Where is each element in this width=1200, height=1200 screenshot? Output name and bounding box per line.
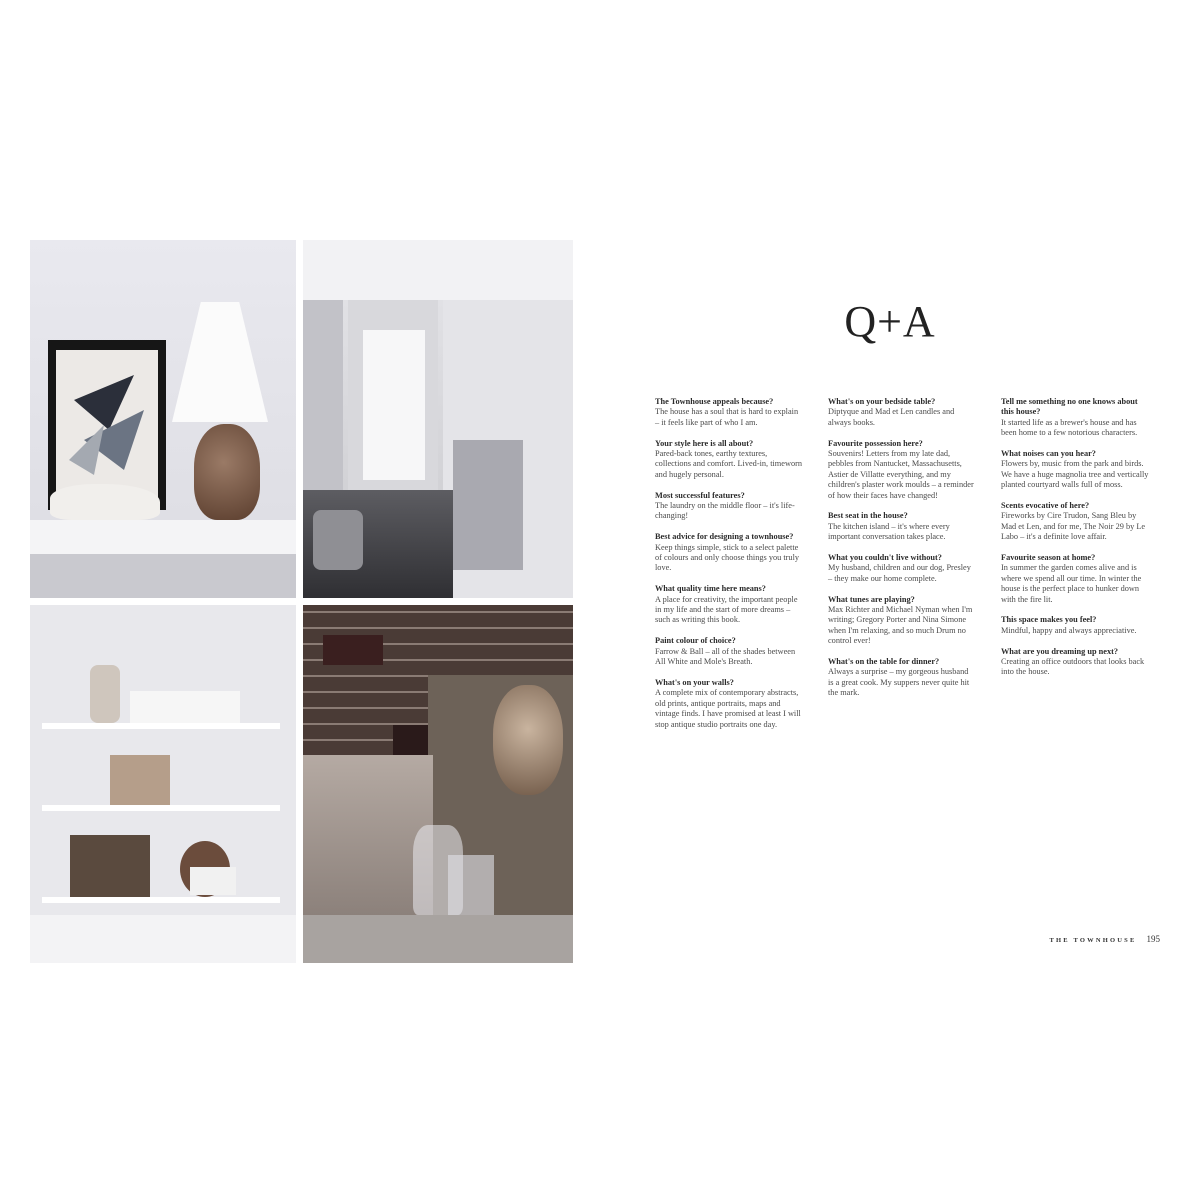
qa-question: Most successful features? xyxy=(655,490,745,500)
qa-question: Paint colour of choice? xyxy=(655,636,736,646)
qa-item xyxy=(828,439,976,501)
qa-answer: Max Richter and Michael Nyman when I'm writing; Gregory Porter and Nina Simone when I'm relaxing, and so much Drum no control ever! xyxy=(828,605,973,646)
qa-item xyxy=(1001,553,1149,605)
photo-kitchen xyxy=(303,240,573,598)
photo-shelving xyxy=(30,605,296,963)
qa-question: Scents evocative of here? xyxy=(1001,501,1090,511)
page-footer xyxy=(1000,934,1160,944)
qa-question: Tell me something no one knows about this house? xyxy=(1001,397,1138,417)
qa-question: Your style here is all about? xyxy=(655,438,754,448)
qa-item xyxy=(1001,647,1149,678)
qa-column-2 xyxy=(828,397,976,709)
qa-answer: My husband, children and our dog, Presley – they make our home complete. xyxy=(828,563,971,583)
qa-item xyxy=(655,491,803,522)
qa-item xyxy=(1001,615,1149,636)
qa-item xyxy=(1001,449,1149,491)
qa-question: What noises can you hear? xyxy=(1001,449,1096,459)
qa-item xyxy=(655,397,803,428)
qa-question: The Townhouse appeals because? xyxy=(655,397,774,406)
qa-item xyxy=(655,439,803,481)
qa-answer: Always a surprise – my gorgeous husband is a great cook. My suppers never quite hit the mark. xyxy=(828,667,970,698)
qa-column-1 xyxy=(655,397,803,740)
page-title: Q+A xyxy=(844,297,936,346)
qa-answer: Pared-back tones, earthy textures, collections and comfort. Lived-in, timeworn and hugely personal. xyxy=(655,449,802,479)
qa-item xyxy=(655,636,803,667)
qa-item xyxy=(1001,501,1149,543)
qa-column-3 xyxy=(1001,397,1149,688)
qa-question: What's on the table for dinner? xyxy=(828,657,940,667)
qa-item xyxy=(828,511,976,542)
qa-answer: The laundry on the middle floor – it's life-changing! xyxy=(655,501,795,521)
running-head: THE TOWNHOUSE xyxy=(1049,937,1137,944)
qa-answer: Souvenirs! Letters from my late dad, pebbles from Nantucket, Massachusetts, Astier de Villatte everything, and my children's plaster work moulds – a reminder of how their faces have changed! xyxy=(828,449,974,500)
qa-answer: Diptyque and Mad et Len candles and always books. xyxy=(828,407,955,427)
qa-question: What's on your walls? xyxy=(655,677,734,687)
qa-answer: Fireworks by Cire Trudon, Sang Bleu by Mad et Len, and for me, The Noir 29 by Le Labo – it's a definite love affair. xyxy=(1001,511,1146,542)
qa-question: This space makes you feel? xyxy=(1001,615,1097,625)
photo-living-room-vignette xyxy=(30,240,296,598)
qa-answer: In summer the garden comes alive and is where we spend all our time. In winter the house is the perfect place to hunker down with the fire lit. xyxy=(1001,563,1142,604)
qa-item xyxy=(655,678,803,730)
qa-question: What tunes are playing? xyxy=(828,594,915,604)
photo-portrait-and-vases xyxy=(303,605,573,963)
qa-question: Best seat in the house? xyxy=(828,511,908,521)
qa-answer: The kitchen island – it's where every important conversation takes place. xyxy=(828,521,950,542)
qa-question: What's on your bedside table? xyxy=(828,397,936,406)
qa-answer: It started life as a brewer's house and has been home to a few notorious characters. xyxy=(1001,417,1138,438)
qa-question: What you couldn't live without? xyxy=(828,553,942,563)
qa-answer: A complete mix of contemporary abstracts, old prints, antique portraits, maps and vintage finds. I have promised at least I will stop antique studio portraits one day. xyxy=(655,688,801,729)
qa-item xyxy=(1001,397,1149,439)
qa-question: What are you dreaming up next? xyxy=(1001,646,1119,656)
qa-item xyxy=(655,584,803,626)
qa-question: What quality time here means? xyxy=(655,584,766,594)
qa-answer: Mindful, happy and always appreciative. xyxy=(1001,625,1137,635)
qa-question: Best advice for designing a townhouse? xyxy=(655,532,794,542)
qa-answer: Keep things simple, stick to a select palette of colours and only choose things you truly love. xyxy=(655,542,800,573)
qa-question: Favourite season at home? xyxy=(1001,553,1096,563)
qa-answer: The house has a soul that is hard to explain – it feels like part of who I am. xyxy=(655,407,799,427)
qa-item xyxy=(655,532,803,574)
qa-answer: Creating an office outdoors that looks back into the house. xyxy=(1001,657,1145,677)
qa-item xyxy=(828,595,976,647)
qa-answer: A place for creativity, the important people in my life and the start of more dreams – such as writing this book. xyxy=(655,594,798,625)
qa-answer: Flowers by, music from the park and birds. We have a huge magnolia tree and vertically planted courtyard walls full of moss. xyxy=(1001,459,1149,490)
qa-item xyxy=(828,397,976,428)
qa-item xyxy=(828,553,976,584)
qa-item xyxy=(828,657,976,699)
qa-answer: Farrow & Ball – all of the shades between All White and Mole's Breath. xyxy=(655,646,796,667)
qa-question: Favourite possession here? xyxy=(828,438,923,448)
page-number: 195 xyxy=(1146,934,1160,944)
